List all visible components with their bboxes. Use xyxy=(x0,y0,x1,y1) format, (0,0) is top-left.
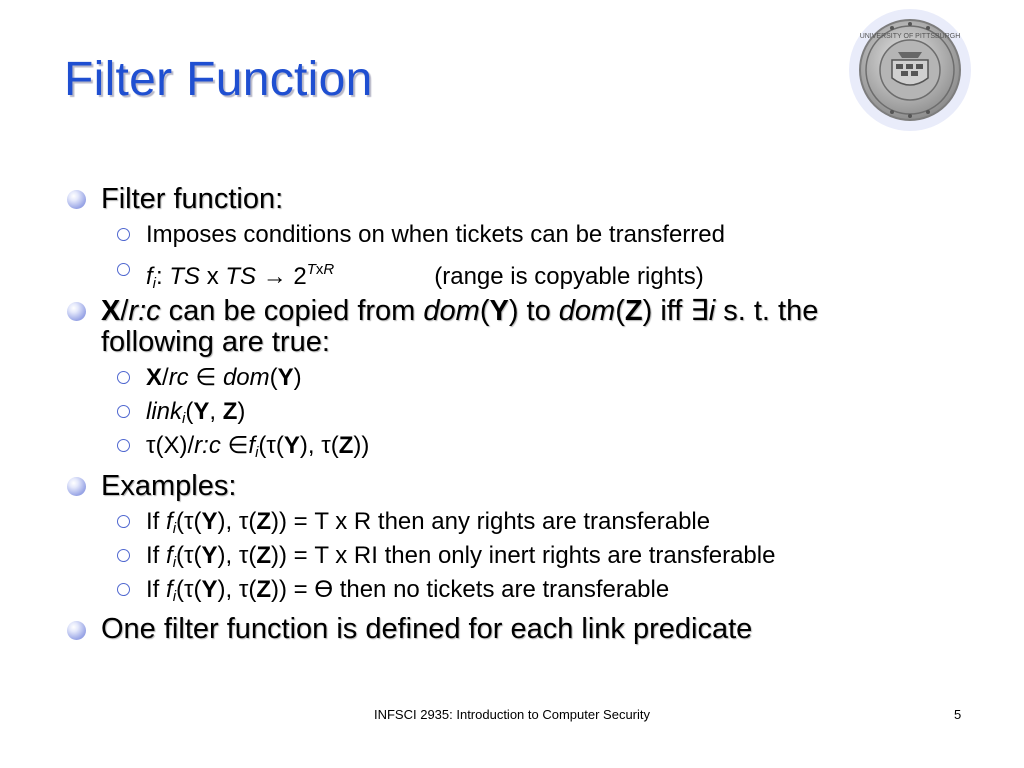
range-note: (range is copyable rights) xyxy=(434,263,704,290)
sub-bullet-tau-condition: τ(X)/r:c $\in f_i(\tau(Y)$, τ(Z)) xyxy=(146,432,370,461)
seal-text: UNIVERSITY OF PITTSBURGH xyxy=(859,33,961,40)
bullet-filter-function: Filter function: xyxy=(101,183,284,215)
bullet-can-be-copied: X/r:c can be copied from dom(Y) to dom(Z) iff ∃i s. t. the xyxy=(101,295,819,327)
sub-bullet-icon xyxy=(117,263,130,276)
sub-bullet-link-predicate: link$_i$(Y, Z) xyxy=(146,398,246,427)
bullet-can-be-copied-line2: following are true: xyxy=(101,326,330,358)
sub-bullet-icon xyxy=(117,405,130,418)
sub-bullet-icon xyxy=(117,228,130,241)
sub-bullet-icon xyxy=(117,371,130,384)
bullet-one-filter-function: One filter function is defined for each link predicate xyxy=(101,613,753,645)
sub-bullet-icon xyxy=(117,439,130,452)
sub-bullet-fi-mapping: $f_i$: TS x TS → $2^{TxR}$ (range is copyable rights) xyxy=(146,261,704,292)
sub-bullet-imposes-conditions: Imposes conditions on when tickets can be transferred xyxy=(146,221,725,248)
page-number: 5 xyxy=(954,707,962,722)
sub-bullet-icon xyxy=(117,515,130,528)
example-txr: If $f_i(\tau(Y)$, τ(Z)) = T x R then any rights are transferable xyxy=(146,508,711,537)
sub-bullet-icon xyxy=(117,549,130,562)
footer-course-title: INFSCI 2935: Introduction to Computer Security xyxy=(373,707,650,722)
sub-bullet-x-rc-in-dom: X/rc ∈ dom(Y) xyxy=(146,364,302,391)
sub-bullet-icon xyxy=(117,583,130,596)
example-txri: If $f_i(\tau(Y)$, τ(Z)) = T x RI then only inert rights are transferable xyxy=(146,542,776,571)
example-empty: If $f_i(\tau(Y)$, τ(Z)) = ϴ then no tickets are transferable xyxy=(146,576,670,605)
bullet-icon xyxy=(67,477,86,496)
bullet-icon xyxy=(67,621,86,640)
bullet-icon xyxy=(67,190,86,209)
bullet-examples: Examples: xyxy=(101,470,237,502)
university-seal-logo xyxy=(848,8,972,132)
bullet-icon xyxy=(67,302,86,321)
slide-title: Filter Function xyxy=(64,53,373,106)
